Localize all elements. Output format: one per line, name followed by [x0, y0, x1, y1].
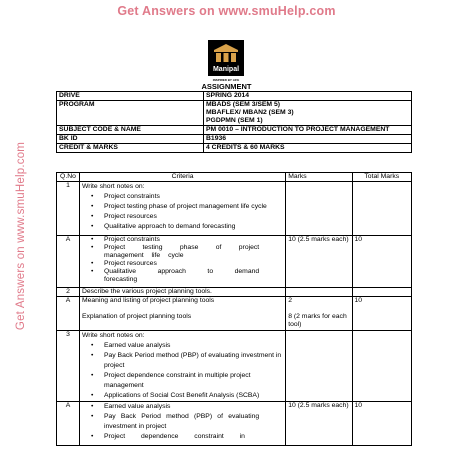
- watermark-top: Get Answers on www.smuHelp.com: [117, 4, 336, 18]
- drive-row: [57, 92, 412, 101]
- credit-row: [57, 144, 412, 153]
- list-item: • Project dependence constraint in: [104, 432, 259, 442]
- program-line: MBADS (SEM 3/SEM 5): [206, 101, 281, 108]
- criteria-line: Meaning and listing of project planning tools: [81, 297, 215, 304]
- list-item: • Pay Back Period method (PBP) of evaluating investment in project: [104, 351, 283, 371]
- program-row: [57, 101, 412, 126]
- marks-cell: 10 (2.5 marks each): [286, 236, 352, 288]
- marks-cell: [286, 182, 352, 236]
- marks-cell: [286, 288, 352, 297]
- bk-id-label: BK ID: [57, 135, 204, 144]
- answer-row: [57, 236, 412, 288]
- drive-label: DRIVE: [57, 92, 204, 101]
- assignment-info-table: [56, 91, 412, 153]
- question-intro: Write short notes on:: [81, 183, 145, 190]
- drive-value: SPRING 2014: [204, 92, 412, 101]
- watermark-side: Get Answers on www.smuHelp.com: [15, 141, 27, 331]
- list-item: • Project testing phase of project management life cycle: [104, 244, 259, 260]
- total-cell: [352, 182, 411, 236]
- answer-list: [82, 402, 283, 442]
- question-text: Describe the various project planning tools.: [79, 288, 285, 297]
- answer-label: A: [57, 402, 80, 446]
- list-item: • Project resources: [104, 260, 259, 268]
- question-row: [57, 182, 412, 236]
- marks-value: 2: [288, 297, 292, 304]
- question-row: [57, 288, 412, 297]
- question-number: 1: [57, 182, 80, 236]
- question-intro: Write short notes on:: [81, 332, 145, 339]
- list-item: • Project constraints: [104, 236, 259, 244]
- list-item: • Project resources: [104, 212, 283, 222]
- logo-name: Manipal: [212, 66, 240, 73]
- answer-row: [57, 297, 412, 331]
- program-line: PGDPMN (SEM 1): [206, 117, 263, 124]
- marks-cell: [286, 331, 352, 402]
- list-item: • Project testing phase of project management life cycle: [104, 202, 283, 212]
- list-item: • Qualitative approach to demand forecasting: [104, 222, 283, 232]
- list-item: • Pay Back Period method (PBP) of evaluating investment in project: [104, 412, 259, 432]
- question-list: [82, 341, 283, 401]
- header-qno: Q.No: [57, 173, 80, 182]
- program-label: PROGRAM: [57, 101, 204, 126]
- marks-cell: 10 (2.5 marks each): [286, 402, 352, 446]
- list-item: • Applications of Social Cost Benefit Analysis (SCBA): [104, 391, 283, 401]
- criteria-table: [56, 172, 412, 446]
- list-item: • Qualitative approach to demand forecasting: [104, 268, 259, 284]
- credit-value: 4 CREDITS & 60 MARKS: [204, 144, 412, 153]
- list-item: • Earned value analysis: [104, 341, 283, 351]
- total-cell: [352, 331, 411, 402]
- marks-value: 8 (2 marks for each tool): [288, 313, 347, 328]
- subject-row: [57, 126, 412, 135]
- manipal-logo-icon: [208, 40, 244, 76]
- criteria-line: Explanation of project planning tools: [81, 313, 192, 320]
- logo-subtitle: INSPIRED BY LIFE: [212, 78, 240, 82]
- answer-criteria: [79, 297, 285, 331]
- list-item: • Project constraints: [104, 192, 283, 202]
- question-row: [57, 331, 412, 402]
- answer-list: [82, 236, 283, 284]
- header-criteria: Criteria: [79, 173, 285, 182]
- question-text: [79, 331, 285, 402]
- header-total-marks: Total Marks: [352, 173, 411, 182]
- program-value: [204, 101, 412, 126]
- bk-id-value: B1936: [204, 135, 412, 144]
- assignment-title: ASSIGNMENT: [201, 82, 252, 91]
- question-list: [82, 192, 283, 232]
- list-item: • Project dependence constraint in multiple project management: [104, 371, 283, 391]
- answer-label: A: [57, 236, 80, 288]
- header-marks: Marks: [286, 173, 352, 182]
- marks-cell: [286, 297, 352, 331]
- total-cell: 10: [352, 297, 411, 331]
- answer-criteria: [79, 236, 285, 288]
- subject-label: SUBJECT CODE & NAME: [57, 126, 204, 135]
- question-text: [79, 182, 285, 236]
- bk-id-row: [57, 135, 412, 144]
- subject-value: PM 0010 – INTRODUCTION TO PROJECT MANAGEMENT: [204, 126, 412, 135]
- answer-label: A: [57, 297, 80, 331]
- criteria-header-row: [57, 173, 412, 182]
- total-cell: [352, 288, 411, 297]
- credit-label: CREDIT & MARKS: [57, 144, 204, 153]
- total-cell: 10: [352, 402, 411, 446]
- answer-criteria: [79, 402, 285, 446]
- list-item: • Earned value analysis: [104, 402, 259, 412]
- question-number: 2: [57, 288, 80, 297]
- answer-row: [57, 402, 412, 446]
- total-cell: 10: [352, 236, 411, 288]
- program-line: MBAFLEX/ MBAN2 (SEM 3): [206, 109, 294, 116]
- question-number: 3: [57, 331, 80, 402]
